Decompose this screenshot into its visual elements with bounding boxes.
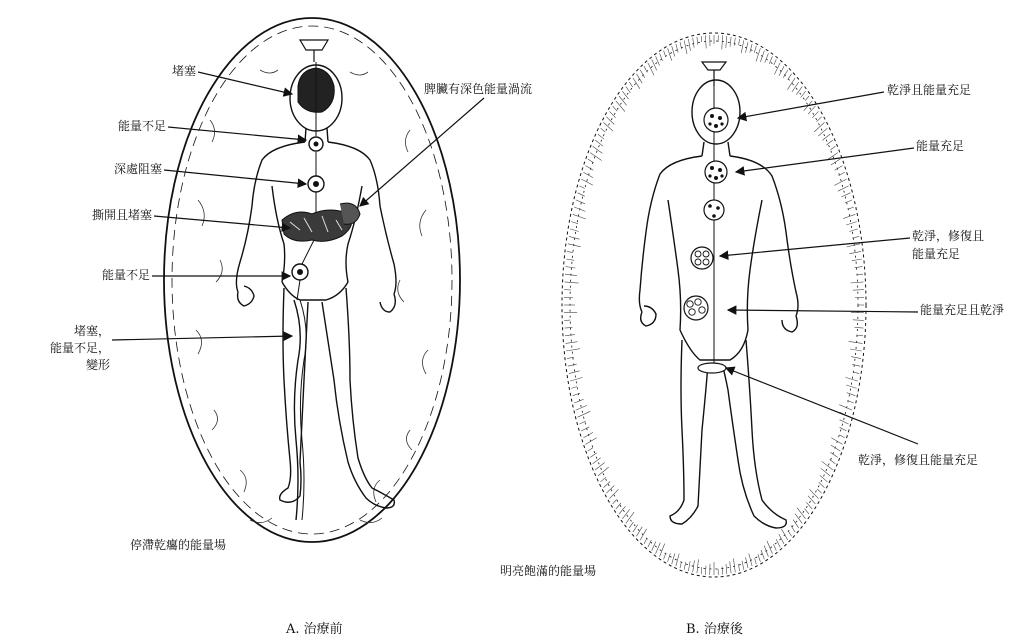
- aura-ray: [822, 461, 833, 470]
- aura-ray: [567, 251, 573, 252]
- aura-ray: [684, 40, 687, 54]
- aura-ray: [839, 435, 844, 438]
- aura-ray: [644, 66, 647, 72]
- aura-ray: [726, 564, 727, 574]
- aura-ray: [629, 82, 632, 87]
- aura-ray: [566, 267, 576, 268]
- aura-ray: [769, 56, 772, 63]
- aura-ray: [610, 489, 619, 498]
- aura-ray: [680, 42, 682, 49]
- aura-ray: [637, 527, 643, 536]
- aura-ray: [805, 509, 810, 514]
- aura-ray: [855, 267, 863, 268]
- aura-ray: [733, 558, 735, 572]
- label-blocked: 堵塞: [171, 64, 196, 78]
- aura-ray: [788, 74, 792, 80]
- aura-ray: [574, 399, 583, 403]
- caption-b: B. 治療後: [686, 622, 743, 637]
- label-spleen-vortex: 脾臟有深色能量渦流: [424, 82, 533, 96]
- aura-ray: [845, 200, 852, 203]
- aura-ray: [626, 87, 631, 93]
- root-chakra: [698, 363, 726, 373]
- aura-ray: [583, 172, 593, 177]
- aura-ray: [626, 512, 634, 523]
- aura-ray: [684, 562, 686, 570]
- aura-ray: [851, 282, 864, 283]
- aura-ray: [830, 460, 836, 464]
- label-clean-full: 乾淨且能量充足: [887, 83, 972, 97]
- aura-ray: [849, 229, 858, 232]
- aura-ray: [701, 36, 702, 42]
- aura-ray: [808, 106, 815, 114]
- aura-ray: [754, 46, 756, 53]
- aura-ray: [583, 432, 593, 437]
- aura-ray: [822, 134, 830, 140]
- caption-a: A. 治療前: [286, 622, 343, 637]
- aura-ray: [806, 502, 812, 509]
- aura-ray: [742, 561, 744, 570]
- aura-ray: [840, 420, 849, 424]
- aura-ray: [756, 48, 760, 61]
- aura-ray: [629, 522, 633, 528]
- aura-ray: [566, 349, 580, 351]
- aura-ray: [680, 562, 681, 568]
- aura-ray: [588, 159, 594, 163]
- aura-ray: [796, 87, 802, 95]
- label-root-line1: 堵塞，: [73, 324, 110, 338]
- aura-ray: [672, 554, 675, 565]
- aura-ray: [801, 91, 806, 97]
- aura-ray: [693, 38, 694, 48]
- aura-ray: [857, 274, 863, 275]
- solar-plexus-chakra: [691, 247, 713, 269]
- aura-ray: [705, 566, 706, 575]
- aura-ray: [568, 364, 577, 366]
- aura-ray: [619, 96, 627, 105]
- aura-ray: [831, 146, 836, 150]
- aura-ray: [812, 111, 818, 117]
- aura-ray: [730, 561, 731, 573]
- aura-ray: [664, 51, 666, 57]
- aura-ray: [774, 59, 777, 65]
- aura-ray: [606, 486, 614, 494]
- aura-ray: [760, 51, 764, 62]
- aura-ray: [817, 117, 822, 122]
- chakras-after: [684, 108, 728, 373]
- aura-ray: [773, 544, 776, 550]
- field-label-a: 停滯乾癟的能量場: [130, 538, 227, 552]
- aura-ray: [578, 193, 585, 196]
- label-root-line3: 變形: [85, 358, 110, 372]
- aura-ray: [805, 96, 809, 101]
- aura-ray: [668, 553, 671, 562]
- aura-ray: [576, 200, 585, 204]
- figure-b-illustration: [562, 33, 918, 577]
- aura-ray: [846, 377, 858, 381]
- aura-ray: [835, 166, 843, 171]
- aura-ray: [604, 122, 614, 131]
- aura-ray: [672, 46, 675, 57]
- aura-ray: [588, 448, 593, 451]
- aura-ray: [774, 63, 780, 75]
- aura-ray: [722, 567, 723, 575]
- label-repaired-line1: 乾淨，修復且: [912, 229, 985, 243]
- aura-ray: [595, 463, 605, 470]
- aura-ray: [852, 259, 862, 261]
- aura-ray: [574, 207, 585, 211]
- aura-ray: [841, 193, 850, 197]
- aura-ray: [846, 385, 857, 388]
- aura-ray: [853, 372, 859, 374]
- aura-ray: [604, 482, 611, 488]
- aura-ray: [640, 529, 646, 540]
- aura-ray: [739, 39, 740, 45]
- aura-ray: [853, 290, 864, 291]
- aura-ray: [847, 393, 856, 396]
- aura-ray: [637, 74, 643, 83]
- aura-ray: [846, 222, 857, 225]
- aura-ray: [579, 186, 584, 189]
- aura-ray: [601, 477, 606, 482]
- aura-ray: [644, 539, 647, 544]
- aura-ray: [783, 70, 788, 78]
- aura-ray: [779, 66, 784, 76]
- aura-ray: [839, 405, 852, 410]
- aura-ray: [726, 36, 727, 48]
- field-label-b: 明亮飽滿的能量場: [500, 564, 597, 578]
- aura-ray: [652, 59, 657, 70]
- aura-ray: [648, 63, 654, 76]
- aura-ray: [831, 445, 840, 451]
- aura-ray: [656, 543, 661, 554]
- label-insufficient-upper: 能量不足: [117, 119, 166, 133]
- aura-ray: [610, 111, 616, 117]
- aura-ray: [581, 427, 589, 431]
- aura-ray: [701, 567, 702, 574]
- aura-ray: [613, 500, 617, 504]
- aura-ray: [578, 411, 591, 417]
- aura-ray: [648, 540, 652, 547]
- aura-ray: [613, 106, 618, 111]
- aura-ray: [622, 91, 628, 99]
- aura-ray: [827, 140, 833, 145]
- aura-ray: [570, 229, 579, 232]
- aura-ray: [819, 482, 825, 487]
- aura-ray: [565, 335, 575, 336]
- aura-ray: [573, 214, 586, 219]
- aura-ray: [852, 236, 859, 238]
- aura-ray: [640, 70, 645, 78]
- label-insufficient-lower: 能量不足: [101, 268, 150, 282]
- aura-ray: [781, 529, 787, 540]
- label-full: 能量充足: [916, 139, 965, 153]
- aura-ray: [688, 39, 690, 51]
- aura-ray: [734, 38, 735, 46]
- aura-ray: [779, 534, 784, 544]
- aura-ray: [668, 48, 672, 60]
- aura-ray: [755, 558, 757, 564]
- aura-ray: [565, 282, 579, 283]
- aura-ray: [566, 342, 578, 344]
- aura-ray: [855, 327, 864, 328]
- aura-ray: [764, 545, 768, 556]
- aura-ray: [853, 320, 864, 321]
- aura-ray: [852, 364, 860, 366]
- label-full-clean: 能量充足且乾淨: [920, 303, 1005, 317]
- aura-ray: [565, 327, 573, 328]
- aura-ray: [570, 377, 582, 381]
- aura-ray: [814, 122, 824, 131]
- aura-ray: [705, 35, 706, 48]
- label-root-repaired: 乾淨，修復且能量充足: [858, 453, 979, 467]
- aura-ray: [676, 44, 678, 53]
- aura-ray: [586, 438, 597, 445]
- aura-ray: [593, 458, 601, 464]
- aura-ray: [741, 40, 744, 53]
- aura-ray: [573, 393, 581, 396]
- aura-ray: [656, 56, 660, 65]
- aura-ray: [821, 468, 830, 476]
- label-deep-block: 深處阻塞: [113, 162, 162, 176]
- aura-ray: [730, 37, 731, 47]
- aura-ray: [750, 44, 752, 53]
- aura-ray: [838, 186, 849, 191]
- aura-ray: [601, 128, 606, 132]
- aura-ray: [688, 561, 690, 571]
- aura-ray: [606, 117, 614, 125]
- aura-ray: [817, 489, 821, 493]
- aura-ray: [697, 559, 699, 573]
- aura-ray: [851, 357, 861, 359]
- aura-ray: [722, 35, 723, 49]
- aura-ray: [616, 101, 625, 112]
- aura-ray: [831, 438, 842, 445]
- aura-ray: [566, 259, 574, 260]
- aura-ray: [571, 387, 577, 389]
- aura-ray: [598, 134, 604, 139]
- aura-ray: [797, 508, 806, 519]
- aura-ray: [849, 341, 863, 343]
- aura-ray: [586, 166, 594, 171]
- aura-ray: [793, 520, 799, 528]
- aura-ray: [830, 452, 837, 457]
- crown-chakra: [704, 108, 728, 132]
- aura-ray: [818, 128, 827, 136]
- aura-ray: [848, 207, 854, 209]
- aura-ray: [697, 37, 698, 45]
- aura-ray: [593, 146, 603, 153]
- aura-ray: [664, 553, 666, 560]
- aura-ray: [619, 506, 625, 514]
- aura-ray: [776, 539, 780, 547]
- label-repaired-line2: 能量充足: [912, 247, 961, 261]
- aura-ray: [788, 531, 791, 536]
- torn-chakra: [282, 210, 352, 241]
- aura-ray: [850, 349, 862, 351]
- aura-ray: [758, 554, 761, 562]
- aura-ray: [590, 153, 602, 161]
- aura-ray: [765, 53, 769, 62]
- label-root-line2: 能量不足，: [49, 341, 110, 355]
- aura-ray: [810, 489, 819, 498]
- label-torn-blocked: 撕開且堵塞: [91, 208, 152, 222]
- aura-ray: [590, 453, 597, 458]
